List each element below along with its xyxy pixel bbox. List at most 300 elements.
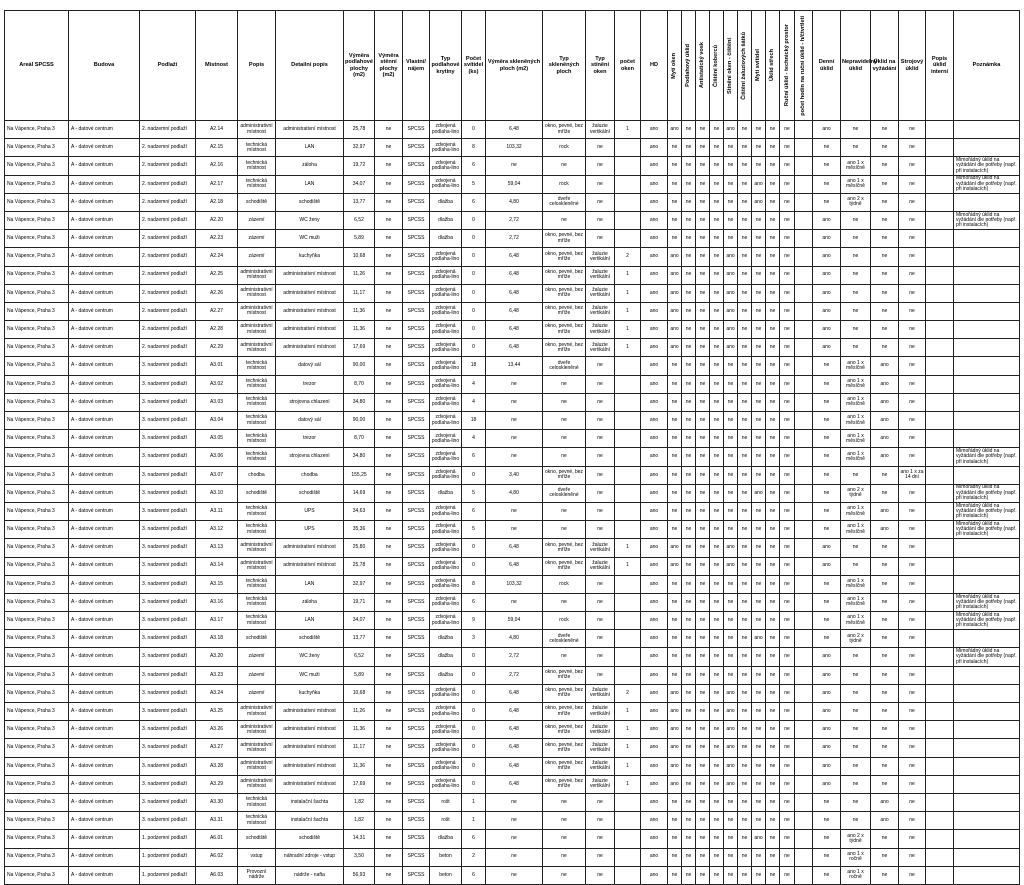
table-cell: ne	[871, 830, 899, 848]
table-cell: ne	[682, 575, 696, 593]
table-cell: ne	[871, 593, 899, 611]
table-cell: 34,63	[344, 502, 375, 520]
table-cell: SPCSS	[403, 448, 430, 466]
table-cell: ano	[724, 721, 738, 739]
table-cell: ne	[752, 739, 766, 757]
table-cell: ne	[375, 703, 403, 721]
table-cell: ne	[813, 593, 841, 611]
table-cell	[795, 703, 813, 721]
table-cell: ne	[696, 502, 710, 520]
table-cell: Mimořádný úklid na vyžádání dle potřeby (např. při instalacích)	[954, 648, 1020, 666]
table-cell: ne	[668, 812, 682, 830]
table-cell: A - datové centrum	[69, 121, 140, 139]
table-cell: A6.01	[196, 830, 238, 848]
table-cell: okno, pevné, bez mříže	[543, 557, 586, 575]
table-cell: Na Vápence, Praha 3	[5, 375, 69, 393]
table-cell: dlažba	[430, 666, 462, 684]
table-cell: 1	[615, 302, 641, 320]
table-cell	[615, 484, 641, 502]
table-cell: ano	[641, 848, 668, 866]
table-cell: 1	[615, 266, 641, 284]
table-cell: 19,72	[344, 157, 375, 175]
table-cell: 9	[462, 612, 486, 630]
table-cell: WC ženy	[276, 211, 344, 229]
table-cell: ano	[752, 175, 766, 193]
table-cell: ne	[780, 339, 795, 357]
table-cell: dlažba	[430, 648, 462, 666]
table-row	[5, 284, 1020, 302]
table-cell: SPCSS	[403, 739, 430, 757]
table-cell: rock	[543, 139, 586, 157]
table-cell: 2. nadzemní podlaží	[140, 121, 196, 139]
table-cell: ne	[899, 593, 926, 611]
table-cell: ne	[813, 393, 841, 411]
table-cell: ne	[766, 302, 780, 320]
table-cell: ne	[780, 230, 795, 248]
table-cell: ne	[752, 266, 766, 284]
table-cell: ne	[766, 430, 780, 448]
table-cell	[795, 575, 813, 593]
table-cell: ne	[871, 484, 899, 502]
table-cell: ne	[724, 648, 738, 666]
table-cell: ne	[766, 211, 780, 229]
table-cell: ne	[841, 539, 871, 557]
table-cell: ne	[871, 721, 899, 739]
table-cell: zdvojená podlaha-lino	[430, 266, 462, 284]
table-cell: ne	[813, 848, 841, 866]
table-cell: 0	[462, 684, 486, 702]
table-cell: ne	[899, 448, 926, 466]
table-cell: ne	[682, 484, 696, 502]
table-cell: ne	[682, 721, 696, 739]
table-cell: ne	[710, 848, 724, 866]
table-cell: ne	[586, 211, 615, 229]
table-cell: ne	[375, 612, 403, 630]
table-cell: ne	[752, 430, 766, 448]
table-cell: 0	[462, 703, 486, 721]
table-cell: ano	[813, 648, 841, 666]
table-cell	[954, 666, 1020, 684]
table-cell: ne	[766, 248, 780, 266]
table-cell: ne	[668, 575, 682, 593]
table-cell: 25,78	[344, 121, 375, 139]
table-cell: A2.15	[196, 139, 238, 157]
table-cell: ne	[668, 502, 682, 520]
table-cell: ne	[813, 157, 841, 175]
table-cell: ne	[899, 666, 926, 684]
table-cell: ne	[766, 739, 780, 757]
table-cell: 0	[462, 339, 486, 357]
table-cell: 2,72	[486, 211, 543, 229]
table-cell: ne	[710, 211, 724, 229]
table-cell: 0	[462, 302, 486, 320]
table-cell	[615, 211, 641, 229]
table-cell: Mimořádný úklid na vyžádání dle potřeby (např. při instalacích)	[954, 211, 1020, 229]
table-cell: ano	[813, 721, 841, 739]
table-cell: zdvojená podlaha-lino	[430, 412, 462, 430]
table-cell: ne	[375, 793, 403, 811]
table-cell: ano	[641, 302, 668, 320]
table-cell: ne	[752, 502, 766, 520]
table-cell	[926, 193, 954, 211]
table-cell: beton	[430, 866, 462, 884]
table-cell: SPCSS	[403, 375, 430, 393]
table-cell: okno, pevné, bez mříže	[543, 266, 586, 284]
table-cell: A - datové centrum	[69, 502, 140, 520]
table-cell: ne	[813, 812, 841, 830]
table-cell: 0	[462, 757, 486, 775]
table-cell	[954, 393, 1020, 411]
table-cell: dlažba	[430, 230, 462, 248]
table-cell: ne	[710, 812, 724, 830]
table-cell: Na Vápence, Praha 3	[5, 557, 69, 575]
table-cell: ne	[871, 321, 899, 339]
table-cell: 3. nadzemní podlaží	[140, 684, 196, 702]
table-cell: ano	[641, 793, 668, 811]
table-cell: ne	[710, 793, 724, 811]
table-cell: ne	[899, 412, 926, 430]
table-cell: Na Vápence, Praha 3	[5, 648, 69, 666]
table-cell: dveře celoskleněné	[543, 630, 586, 648]
table-cell: schodiště	[276, 193, 344, 211]
table-row	[5, 484, 1020, 502]
table-cell: zázemí	[238, 666, 276, 684]
table-cell: ne	[752, 557, 766, 575]
table-cell: ano	[752, 484, 766, 502]
table-cell: ne	[841, 793, 871, 811]
table-cell: A - datové centrum	[69, 521, 140, 539]
table-cell: ne	[682, 739, 696, 757]
table-cell: beton	[430, 848, 462, 866]
table-cell: administrativní místnost	[238, 721, 276, 739]
table-cell: SPCSS	[403, 630, 430, 648]
table-cell: ne	[871, 866, 899, 884]
table-cell: 17,69	[344, 775, 375, 793]
table-cell: A2.27	[196, 302, 238, 320]
table-cell: ne	[738, 502, 752, 520]
table-cell: ano 1 x měsíčně	[841, 412, 871, 430]
table-cell: 4	[462, 375, 486, 393]
table-cell: SPCSS	[403, 666, 430, 684]
table-cell: ano	[813, 684, 841, 702]
column-header	[696, 11, 710, 121]
table-cell: ne	[899, 266, 926, 284]
table-cell: ne	[682, 357, 696, 375]
table-cell	[795, 848, 813, 866]
table-cell	[926, 484, 954, 502]
table-cell: A3.12	[196, 521, 238, 539]
table-cell: 0	[462, 775, 486, 793]
table-cell: ne	[696, 739, 710, 757]
table-cell: A - datové centrum	[69, 812, 140, 830]
table-cell: ne	[766, 539, 780, 557]
table-cell: SPCSS	[403, 230, 430, 248]
table-cell: ne	[375, 757, 403, 775]
table-cell: SPCSS	[403, 703, 430, 721]
table-cell	[795, 412, 813, 430]
table-row	[5, 612, 1020, 630]
table-cell: A3.01	[196, 357, 238, 375]
table-cell: ne	[752, 575, 766, 593]
table-cell: ne	[899, 284, 926, 302]
table-cell: ne	[696, 630, 710, 648]
table-cell: ne	[738, 121, 752, 139]
table-cell	[795, 430, 813, 448]
table-cell: A3.03	[196, 393, 238, 411]
table-cell: 1. podzemní podlaží	[140, 830, 196, 848]
table-cell: zdvojená podlaha-lino	[430, 703, 462, 721]
table-cell: ano	[641, 375, 668, 393]
table-cell: SPCSS	[403, 284, 430, 302]
table-cell: ano	[641, 157, 668, 175]
table-cell	[926, 666, 954, 684]
column-header: Popis	[238, 11, 276, 121]
table-cell: 6	[462, 593, 486, 611]
table-cell: ne	[586, 630, 615, 648]
table-cell: ne	[375, 157, 403, 175]
table-cell: ne	[899, 757, 926, 775]
table-cell: ne	[871, 193, 899, 211]
table-cell: SPCSS	[403, 430, 430, 448]
table-cell: ne	[780, 139, 795, 157]
table-cell: 11,36	[344, 321, 375, 339]
table-cell: 3,40	[486, 466, 543, 484]
table-cell: ne	[780, 684, 795, 702]
table-cell: schodiště	[238, 630, 276, 648]
table-cell: ne	[586, 848, 615, 866]
table-cell	[954, 375, 1020, 393]
table-cell: ne	[813, 375, 841, 393]
table-cell: zdvojená podlaha-lino	[430, 302, 462, 320]
table-cell: 1,82	[344, 812, 375, 830]
table-cell: ano	[641, 866, 668, 884]
table-cell: ne	[813, 866, 841, 884]
table-cell: SPCSS	[403, 848, 430, 866]
table-cell: ne	[682, 812, 696, 830]
table-cell: ne	[738, 175, 752, 193]
table-cell	[954, 703, 1020, 721]
table-cell	[926, 593, 954, 611]
table-cell: A3.25	[196, 703, 238, 721]
table-cell: ne	[710, 302, 724, 320]
table-cell: ano	[871, 357, 899, 375]
table-cell	[954, 339, 1020, 357]
table-cell: ne	[586, 375, 615, 393]
table-cell: zdvojená podlaha-lino	[430, 775, 462, 793]
table-cell: Na Vápence, Praha 3	[5, 575, 69, 593]
table-cell: 14,69	[344, 484, 375, 502]
table-cell: schodiště	[276, 630, 344, 648]
table-cell: 10,68	[344, 684, 375, 702]
table-cell: ne	[586, 521, 615, 539]
table-cell: ne	[738, 703, 752, 721]
table-cell: ne	[813, 630, 841, 648]
table-cell: 35,36	[344, 521, 375, 539]
table-row	[5, 757, 1020, 775]
table-cell: administrativní místnost	[238, 739, 276, 757]
table-cell: ne	[780, 193, 795, 211]
table-cell: 3. nadzemní podlaží	[140, 521, 196, 539]
table-cell: ano	[813, 121, 841, 139]
table-cell: ne	[738, 484, 752, 502]
table-cell	[926, 830, 954, 848]
table-cell: administrativní místnost	[276, 121, 344, 139]
table-cell	[615, 575, 641, 593]
table-cell: ne	[586, 230, 615, 248]
table-cell: dveře celoskleněné	[543, 193, 586, 211]
table-cell: ne	[375, 357, 403, 375]
table-cell	[615, 793, 641, 811]
table-cell: administrativní místnost	[238, 775, 276, 793]
table-cell: 34,80	[344, 448, 375, 466]
table-cell: A - datové centrum	[69, 739, 140, 757]
table-cell: 4	[462, 430, 486, 448]
table-cell: A2.25	[196, 266, 238, 284]
table-cell: ne	[696, 575, 710, 593]
table-cell: Na Vápence, Praha 3	[5, 412, 69, 430]
table-cell: SPCSS	[403, 139, 430, 157]
table-cell: ano	[724, 775, 738, 793]
table-cell: ano	[813, 757, 841, 775]
table-cell: ne	[813, 448, 841, 466]
table-row	[5, 557, 1020, 575]
table-cell: žaluzie vertikální	[586, 757, 615, 775]
table-cell: ne	[738, 557, 752, 575]
table-cell: ne	[780, 393, 795, 411]
table-cell: ne	[899, 230, 926, 248]
table-cell: ne	[375, 266, 403, 284]
table-cell: 3. nadzemní podlaží	[140, 775, 196, 793]
table-cell: administrativní místnost	[276, 757, 344, 775]
table-cell: ne	[738, 339, 752, 357]
table-cell: ano	[641, 430, 668, 448]
table-cell: Na Vápence, Praha 3	[5, 484, 69, 502]
table-cell: A - datové centrum	[69, 211, 140, 229]
table-cell: ano 1 x měsíčně	[841, 157, 871, 175]
table-cell: ano	[871, 502, 899, 520]
table-cell: administrativní místnost	[276, 266, 344, 284]
table-cell: ano	[813, 703, 841, 721]
table-cell: ano	[668, 321, 682, 339]
table-cell: okno, pevné, bez mříže	[543, 321, 586, 339]
table-cell: okno, pevné, bez mříže	[543, 721, 586, 739]
table-cell: administrativní místnost	[276, 284, 344, 302]
table-cell: 3. nadzemní podlaží	[140, 612, 196, 630]
table-cell: Na Vápence, Praha 3	[5, 284, 69, 302]
table-cell: SPCSS	[403, 539, 430, 557]
table-row	[5, 139, 1020, 157]
column-header-label: Ruční úklid - technický prostor	[783, 24, 790, 107]
table-cell: ne	[543, 157, 586, 175]
table-cell: ne	[724, 521, 738, 539]
table-cell: ne	[738, 866, 752, 884]
table-cell: 2	[615, 248, 641, 266]
table-cell: ne	[586, 157, 615, 175]
table-cell	[954, 412, 1020, 430]
table-cell: 1	[615, 339, 641, 357]
table-cell	[795, 612, 813, 630]
table-cell: ne	[586, 502, 615, 520]
table-cell: 2. nadzemní podlaží	[140, 266, 196, 284]
table-cell	[926, 375, 954, 393]
table-cell: ne	[586, 412, 615, 430]
table-cell: ne	[899, 484, 926, 502]
table-cell	[795, 466, 813, 484]
table-cell: 56,93	[344, 866, 375, 884]
table-cell: 3,50	[344, 848, 375, 866]
table-cell	[954, 284, 1020, 302]
table-cell: A3.31	[196, 812, 238, 830]
table-cell	[795, 739, 813, 757]
table-row	[5, 775, 1020, 793]
table-cell: ano	[668, 121, 682, 139]
table-cell: ne	[375, 121, 403, 139]
table-cell: UPS	[276, 502, 344, 520]
table-cell: ne	[780, 557, 795, 575]
column-header-label: Čištění žaluziových šátků	[741, 31, 748, 100]
table-cell: ne	[780, 593, 795, 611]
table-cell: ne	[543, 593, 586, 611]
table-cell: ne	[752, 612, 766, 630]
table-cell: ne	[682, 211, 696, 229]
table-cell: ano	[752, 830, 766, 848]
table-cell: ne	[766, 157, 780, 175]
table-cell: ne	[752, 848, 766, 866]
table-cell: ne	[766, 393, 780, 411]
table-cell: ne	[543, 448, 586, 466]
column-header: Popis úklid interní	[926, 11, 954, 121]
table-cell: ne	[738, 284, 752, 302]
table-cell: 3. nadzemní podlaží	[140, 484, 196, 502]
table-cell: 32,97	[344, 575, 375, 593]
table-cell: ne	[813, 193, 841, 211]
table-cell: ne	[375, 139, 403, 157]
table-cell: ano	[668, 757, 682, 775]
table-cell: ne	[871, 684, 899, 702]
table-cell	[926, 357, 954, 375]
table-cell: technická místnost	[238, 357, 276, 375]
table-cell: žaluzie vertikální	[586, 339, 615, 357]
table-cell: A - datové centrum	[69, 230, 140, 248]
table-cell: 1,82	[344, 793, 375, 811]
table-cell: Na Vápence, Praha 3	[5, 848, 69, 866]
table-cell: ne	[710, 757, 724, 775]
table-cell: ano	[813, 557, 841, 575]
table-cell: LAN	[276, 175, 344, 193]
table-cell	[926, 630, 954, 648]
table-cell: 3. nadzemní podlaží	[140, 757, 196, 775]
table-cell: ne	[668, 866, 682, 884]
table-cell	[615, 157, 641, 175]
column-header	[752, 11, 766, 121]
table-cell: ne	[813, 575, 841, 593]
table-cell: SPCSS	[403, 466, 430, 484]
table-cell: A2.29	[196, 339, 238, 357]
table-cell: ne	[738, 721, 752, 739]
table-cell: ne	[724, 157, 738, 175]
table-cell: ne	[780, 302, 795, 320]
table-cell: 6,48	[486, 121, 543, 139]
table-cell: ne	[780, 157, 795, 175]
table-cell: ano	[668, 266, 682, 284]
table-cell	[926, 521, 954, 539]
table-cell: okno, pevné, bez mříže	[543, 466, 586, 484]
table-cell: ne	[682, 593, 696, 611]
table-cell: ano 1 x měsíčně	[841, 612, 871, 630]
table-cell: ne	[586, 612, 615, 630]
table-cell: ne	[752, 775, 766, 793]
table-cell: ne	[682, 393, 696, 411]
